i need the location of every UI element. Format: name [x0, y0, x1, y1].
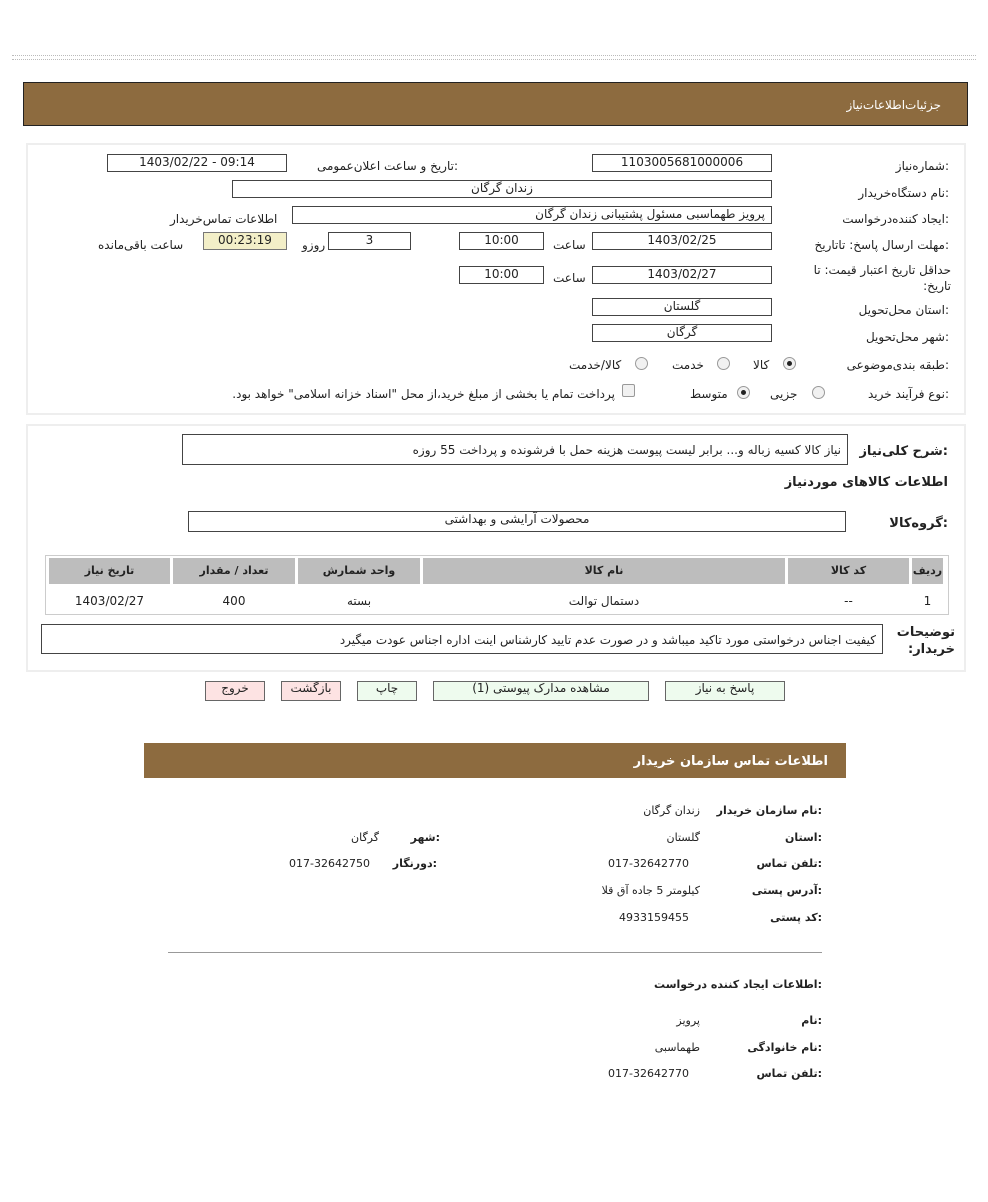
treasury-payment-checkbox[interactable]: [622, 384, 635, 397]
contact-city-value: گرگان: [351, 831, 379, 844]
page-title: جزئیات‌اطلاعات‌نیاز: [846, 98, 941, 112]
summary-label: شرح کلی‌نیاز:: [859, 444, 948, 459]
table-header-row-index: ردیف: [912, 558, 943, 584]
org-name-value: زندان گرگان: [643, 804, 700, 817]
need-number-label: شماره‌نیاز:: [895, 159, 949, 173]
category-label: طبقه بندی‌موضوعی:: [846, 358, 949, 372]
requester-name-value: پرویز: [676, 1014, 700, 1027]
goods-group-label: گروه‌کالا:: [889, 516, 948, 531]
goods-group-field: محصولات آرایشی و بهداشتی: [188, 511, 846, 532]
requester-phone-label: تلفن تماس:: [756, 1067, 822, 1080]
category-goods-service-label: کالا/خدمت: [569, 358, 622, 372]
delivery-province-label: استان محل‌تحویل:: [858, 303, 949, 317]
requester-title: اطلاعات ایجاد کننده درخواست:: [654, 978, 822, 991]
table-header-code: کد کالا: [788, 558, 909, 584]
contact-divider: [168, 952, 822, 953]
buyer-org-label: نام دستگاه‌خریدار:: [858, 186, 949, 200]
table-header-name: نام کالا: [423, 558, 785, 584]
view-attachments-button[interactable]: مشاهده مدارک پیوستی (1): [433, 681, 649, 701]
treasury-payment-note: پرداخت تمام یا بخشی از مبلغ خرید،از محل "اسناد خزانه اسلامی" خواهد بود.: [232, 387, 615, 401]
price-validity-time-field: 10:00: [459, 266, 544, 284]
contact-province-label: استان:: [784, 831, 822, 844]
back-button[interactable]: بازگشت: [281, 681, 341, 701]
creator-field: پرویز طهماسبی مسئول پشتیبانی زندان گرگان: [292, 206, 772, 224]
reply-date-field: 1403/02/25: [592, 232, 772, 250]
contact-phone-value: 017-32642770: [608, 857, 689, 870]
table-cell-quantity: 400: [222, 594, 246, 608]
days-field: 3: [328, 232, 411, 250]
price-validity-date-field: 1403/02/27: [592, 266, 772, 284]
buyer-notes-label: توضیحات خریدار:: [896, 625, 955, 657]
table-cell-unit: بسته: [346, 594, 372, 608]
remaining-time-label: ساعت باقی‌مانده: [98, 238, 184, 252]
contact-header-bar: [144, 743, 846, 778]
reply-time-label: ساعت: [553, 238, 586, 252]
contact-province-value: گلستان: [666, 831, 700, 844]
details-header-bar: [23, 82, 968, 126]
process-type-label: نوع فرآیند خرید:: [867, 387, 949, 401]
reply-deadline-label: مهلت ارسال پاسخ: تاتاریخ:: [814, 238, 949, 252]
table-cell-date: 1403/02/27: [74, 594, 145, 608]
delivery-city-label: شهر محل‌تحویل:: [865, 330, 949, 344]
table-cell-index: 1: [923, 594, 932, 608]
table-header-quantity: تعداد / مقدار: [173, 558, 295, 584]
contact-city-label: شهر:: [410, 831, 440, 844]
reply-time-field: 10:00: [459, 232, 544, 250]
requester-name-label: نام:: [801, 1014, 822, 1027]
requester-family-value: طهماسبی: [654, 1041, 700, 1054]
category-service-radio[interactable]: [717, 357, 730, 370]
contact-fax-value: 017-32642750: [289, 857, 370, 870]
table-header-date: تاریخ نیاز: [49, 558, 170, 584]
table-cell-name: دستمال توالت: [568, 594, 640, 608]
print-button[interactable]: چاپ: [357, 681, 417, 701]
announce-date-field: 1403/02/22 - 09:14: [107, 154, 287, 172]
top-divider: [12, 55, 976, 60]
buyer-notes-field: کیفیت اجناس درخواستی مورد تاکید میباشد و در صورت عدم تایید کارشناس اینت اداره اجناس عودت میگیرد: [41, 624, 883, 654]
contact-phone-label: تلفن تماس:: [756, 857, 822, 870]
need-number-field: 1103005681000006: [592, 154, 772, 172]
category-goods-service-radio[interactable]: [635, 357, 648, 370]
delivery-city-field: گرگان: [592, 324, 772, 342]
buyer-org-field: زندان گرگان: [232, 180, 772, 198]
price-validity-time-label: ساعت: [553, 271, 586, 285]
contact-title: اطلاعات تماس سازمان خریدار: [633, 754, 828, 769]
announce-date-label: تاریخ و ساعت اعلان‌عمومی:: [316, 159, 458, 173]
category-goods-label: کالا: [753, 358, 770, 372]
process-minor-radio[interactable]: [812, 386, 825, 399]
goods-info-title: اطلاعات کالاهای مورد‌نیاز: [784, 475, 948, 490]
reply-to-need-button[interactable]: پاسخ به نیاز: [665, 681, 785, 701]
remaining-time-field: 00:23:19: [203, 232, 287, 250]
summary-field: نیاز کالا کسیه زباله و... برابر لیست پیوست هزینه حمل با فرشونده و پرداخت 55 روزه: [182, 434, 848, 465]
contact-address-label: آدرس پستی:: [751, 884, 822, 897]
table-header-unit: واحد شمارش: [298, 558, 420, 584]
contact-fax-label: دورنگار:: [392, 857, 437, 870]
days-label: روزو: [302, 238, 326, 252]
creator-label: ایجاد کننده‌درخواست:: [842, 212, 949, 226]
requester-phone-value: 017-32642770: [608, 1067, 689, 1080]
contact-address-value: کیلومتر 5 جاده آق قلا: [601, 884, 700, 897]
price-validity-label: حداقل تاریخ اعتبار قیمت: تا تاریخ:: [813, 263, 951, 293]
table-cell-code: --: [844, 594, 853, 608]
process-medium-label: متوسط: [690, 387, 728, 401]
process-medium-radio[interactable]: [737, 386, 750, 399]
contact-postal-label: کد پستی:: [770, 911, 822, 924]
requester-family-label: نام خانوادگی:: [747, 1041, 822, 1054]
delivery-province-field: گلستان: [592, 298, 772, 316]
buyer-contact-link[interactable]: اطلاعات تماس‌خریدار: [170, 212, 278, 226]
process-minor-label: جزیی: [770, 387, 798, 401]
contact-postal-value: 4933159455: [619, 911, 689, 924]
category-service-label: خدمت: [672, 358, 704, 372]
category-goods-radio[interactable]: [783, 357, 796, 370]
exit-button[interactable]: خروج: [205, 681, 265, 701]
org-name-label: نام سازمان خریدار:: [716, 804, 822, 817]
